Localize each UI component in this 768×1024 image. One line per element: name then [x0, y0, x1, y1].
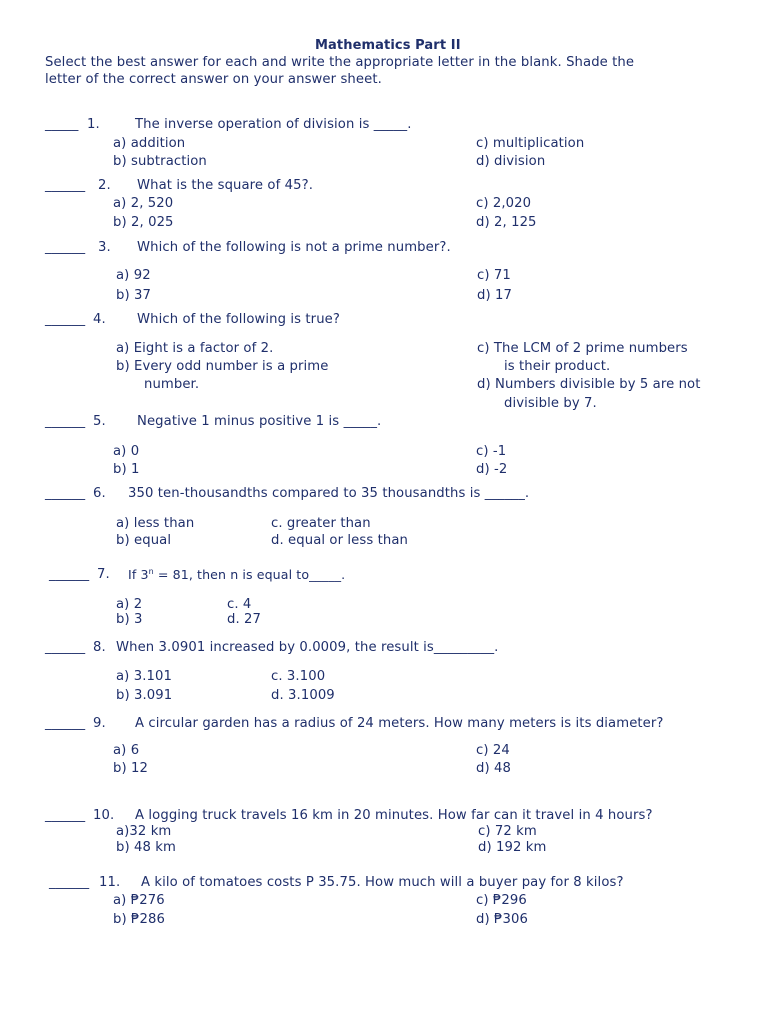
option-a: a) 0	[113, 444, 140, 459]
option-d: d) ₱306	[476, 912, 528, 927]
question-number: 8.	[93, 640, 106, 655]
option-b: b) 37	[116, 288, 151, 303]
question-text: 350 ten-thousandths compared to 35 thousandths is ______.	[128, 486, 530, 501]
option-a: a) addition	[113, 136, 186, 151]
option-c: c) 72 km	[478, 824, 537, 839]
option-d: d. 27	[227, 612, 262, 627]
question-text: A kilo of tomatoes costs P 35.75. How much will a buyer pay for 8 kilos?	[141, 875, 624, 890]
option-c: c) -1	[476, 444, 507, 459]
question-number: 3.	[98, 240, 111, 255]
option-b: b) 3.091	[116, 688, 173, 703]
option-a: a) 6	[113, 743, 140, 758]
answer-blank: ______	[49, 567, 90, 582]
question-text: What is the square of 45?.	[137, 178, 313, 193]
option-c: c) The LCM of 2 prime numbers	[477, 341, 688, 356]
option-a: a) ₱276	[113, 893, 165, 908]
option-b-cont: number.	[144, 377, 200, 392]
answer-blank: _____	[45, 117, 79, 132]
question-text: Which of the following is not a prime number?.	[137, 240, 451, 255]
question-text: Negative 1 minus positive 1 is _____.	[137, 414, 382, 429]
option-b: b) subtraction	[113, 154, 207, 169]
option-d: d) 48	[476, 761, 511, 776]
option-b: b) 2, 025	[113, 215, 174, 230]
answer-blank: ______	[45, 414, 86, 429]
question-number: 7.	[97, 567, 110, 582]
question-text: A logging truck travels 16 km in 20 minutes. How far can it travel in 4 hours?	[135, 808, 653, 823]
question-text-pre: If 3	[128, 567, 149, 582]
answer-blank: ______	[45, 808, 86, 823]
instructions-line-2: letter of the correct answer on your answer sheet.	[45, 72, 382, 87]
question-text: When 3.0901 increased by 0.0009, the result is_________.	[116, 640, 499, 655]
option-b: b) Every odd number is a prime	[116, 359, 329, 374]
option-b: b) 48 km	[116, 840, 176, 855]
option-d: d) -2	[476, 462, 508, 477]
option-d: d) division	[476, 154, 546, 169]
option-c: c) ₱296	[476, 893, 527, 908]
option-a: a) Eight is a factor of 2.	[116, 341, 274, 356]
option-a: a) less than	[116, 516, 195, 531]
answer-blank: ______	[45, 486, 86, 501]
question-text-post: = 81, then n is equal to_____.	[153, 567, 346, 582]
option-d-cont: divisible by 7.	[504, 396, 597, 411]
option-a: a) 2, 520	[113, 196, 174, 211]
question-text: The inverse operation of division is _____.	[135, 117, 412, 132]
question-number: 2.	[98, 178, 111, 193]
option-c: c) 24	[476, 743, 510, 758]
option-d: d) 2, 125	[476, 215, 537, 230]
option-c-cont: is their product.	[504, 359, 611, 374]
question-number: 9.	[93, 716, 106, 731]
option-c: c. greater than	[271, 516, 371, 531]
page-title: Mathematics Part II	[315, 38, 461, 53]
option-c: c) 71	[477, 268, 511, 283]
question-text: A circular garden has a radius of 24 meters. How many meters is its diameter?	[135, 716, 664, 731]
question-number: 1.	[87, 117, 100, 132]
option-b: b) 1	[113, 462, 140, 477]
option-b: b) equal	[116, 533, 172, 548]
answer-blank: ______	[45, 716, 86, 731]
option-c: c) 2,020	[476, 196, 532, 211]
option-a: a) 3.101	[116, 669, 172, 684]
option-d: d) 17	[477, 288, 512, 303]
option-a: a) 2	[116, 597, 143, 612]
option-d: d. 3.1009	[271, 688, 335, 703]
option-c: c. 4	[227, 597, 252, 612]
question-number: 4.	[93, 312, 106, 327]
question-text: Which of the following is true?	[137, 312, 340, 327]
option-c: c) multiplication	[476, 136, 585, 151]
option-b: b) 3	[116, 612, 143, 627]
question-number: 6.	[93, 486, 106, 501]
answer-blank: ______	[45, 312, 86, 327]
option-d: d) Numbers divisible by 5 are not	[477, 377, 701, 392]
answer-blank: ______	[49, 875, 90, 890]
option-d: d. equal or less than	[271, 533, 408, 548]
question-number: 11.	[99, 875, 121, 890]
question-number: 5.	[93, 414, 106, 429]
answer-blank: ______	[45, 640, 86, 655]
answer-blank: ______	[45, 240, 86, 255]
option-c: c. 3.100	[271, 669, 326, 684]
exponent: n	[148, 567, 154, 576]
question-text	[128, 567, 345, 583]
option-a: a)32 km	[116, 824, 172, 839]
option-b: b) 12	[113, 761, 148, 776]
option-b: b) ₱286	[113, 912, 165, 927]
option-d: d) 192 km	[478, 840, 547, 855]
instructions-line-1: Select the best answer for each and write the appropriate letter in the blank. Shade the	[45, 55, 635, 70]
option-a: a) 92	[116, 268, 151, 283]
answer-blank: ______	[45, 178, 86, 193]
question-number: 10.	[93, 808, 115, 823]
